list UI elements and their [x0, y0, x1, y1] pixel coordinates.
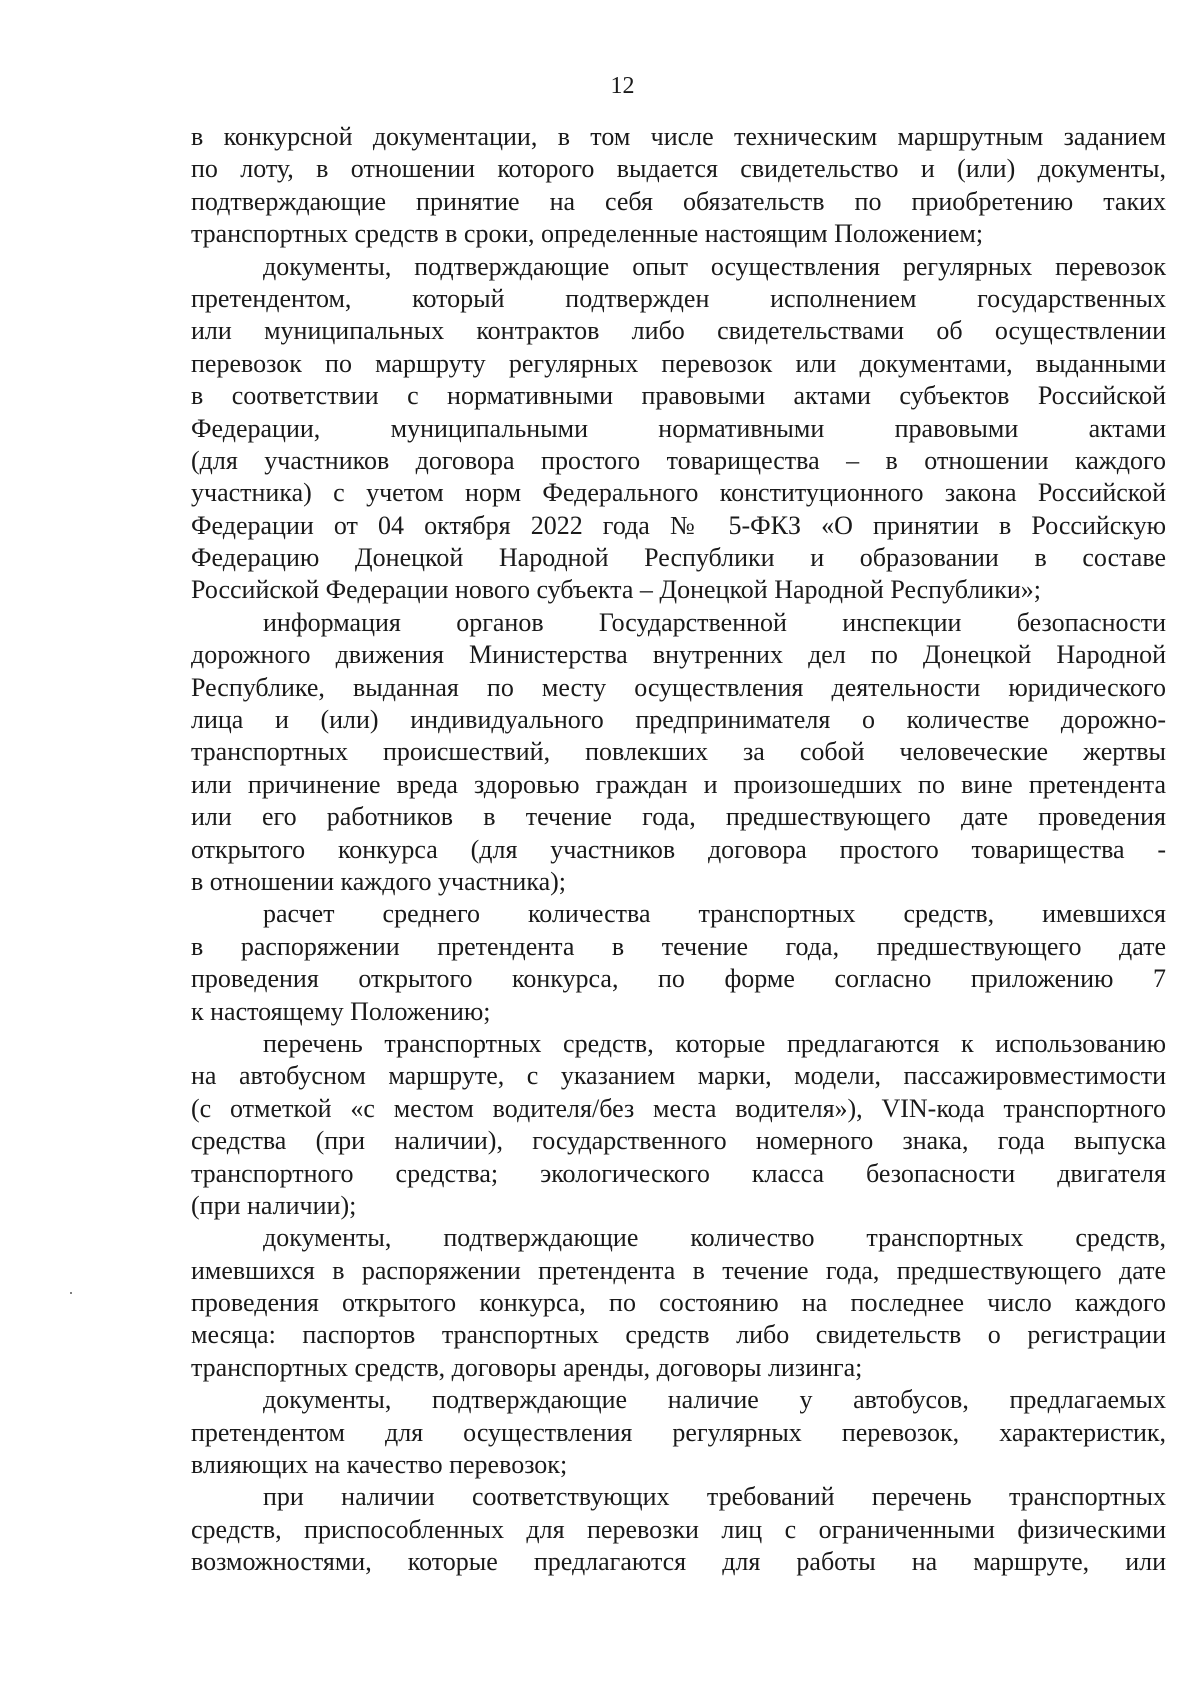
- text-line: месяца: паспортов транспортных средств либо свидетельств о регистрации: [191, 1320, 1166, 1350]
- paragraph: [191, 1222, 1166, 1384]
- text-line: претендентом для осуществления регулярных перевозок, характеристик,: [191, 1417, 1166, 1447]
- text-line: документы, подтверждающие количество транспортных средств,: [263, 1223, 1166, 1253]
- text-line: влияющих на качество перевозок;: [191, 1450, 568, 1480]
- document-body: [191, 121, 1166, 1579]
- text-line: или его работников в течение года, предшествующего дате проведения: [191, 802, 1166, 832]
- text-line: (при наличии);: [191, 1190, 357, 1220]
- paragraph: [191, 607, 1166, 899]
- text-line: перечень транспортных средств, которые предлагаются к использованию: [263, 1028, 1166, 1058]
- text-line: дорожного движения Министерства внутренних дел по Донецкой Народной: [191, 640, 1166, 670]
- text-line: транспортного средства; экологического класса безопасности двигателя: [191, 1158, 1166, 1188]
- text-line: в отношении каждого участника);: [191, 866, 567, 896]
- text-line: документы, подтверждающие опыт осуществления регулярных перевозок: [263, 251, 1166, 281]
- text-line: к настоящему Положению;: [191, 996, 491, 1026]
- text-line: претендентом, который подтвержден исполнением государственных: [191, 283, 1166, 313]
- paragraph: [191, 251, 1166, 607]
- text-line: или муниципальных контрактов либо свидетельствами об осуществлении: [191, 316, 1166, 346]
- text-line: в конкурсной документации, в том числе техническим маршрутным заданием: [191, 122, 1166, 151]
- text-line: транспортных происшествий, повлекших за собой человеческие жертвы: [191, 737, 1166, 767]
- paragraph: [191, 898, 1166, 1028]
- text-line: открытого конкурса (для участников договора простого товарищества -: [191, 834, 1166, 864]
- text-line: при наличии соответствующих требований перечень транспортных: [263, 1482, 1166, 1512]
- text-line: Республике, выданная по месту осуществления деятельности юридического: [191, 672, 1166, 702]
- text-line: транспортных средств, договоры аренды, договоры лизинга;: [191, 1352, 863, 1382]
- text-line: Российской Федерации нового субъекта – Донецкой Народной Республики»;: [191, 575, 1041, 605]
- text-line: средства (при наличии), государственного номерного знака, года выпуска: [191, 1126, 1166, 1156]
- text-line: имевшихся в распоряжении претендента в течение года, предшествующего дате: [191, 1255, 1166, 1285]
- text-line: средств, приспособленных для перевозки лиц с ограниченными физическими: [191, 1514, 1166, 1544]
- text-line: в распоряжении претендента в течение года, предшествующего дате: [191, 931, 1166, 961]
- text-line: подтверждающие принятие на себя обязательств по приобретению таких: [191, 186, 1166, 216]
- text-line: в соответствии с нормативными правовыми актами субъектов Российской: [191, 381, 1166, 411]
- text-line: транспортных средств в сроки, определенные настоящим Положением;: [191, 219, 984, 249]
- text-line: информация органов Государственной инспекции безопасности: [263, 607, 1166, 637]
- text-line: Федерации от 04 октября 2022 года № 5-ФКЗ «О принятии в Российскую: [191, 510, 1166, 540]
- paragraph: [191, 121, 1166, 251]
- paragraph: [191, 1028, 1166, 1222]
- text-line: участника) с учетом норм Федерального конституционного закона Российской: [191, 478, 1166, 508]
- text-line: перевозок по маршруту регулярных перевозок или документами, выданными: [191, 348, 1166, 378]
- text-line: (с отметкой «с местом водителя/без места водителя»), VIN-кода транспортного: [191, 1093, 1166, 1123]
- text-line: по лоту, в отношении которого выдается свидетельство и (или) документы,: [191, 154, 1166, 184]
- text-line: проведения открытого конкурса, по состоянию на последнее число каждого: [191, 1288, 1166, 1318]
- scan-speck: [70, 1292, 72, 1294]
- text-line: проведения открытого конкурса, по форме согласно приложению 7: [191, 964, 1166, 994]
- paragraph: [191, 1384, 1166, 1481]
- text-line: возможностями, которые предлагаются для работы на маршруте, или: [191, 1547, 1166, 1577]
- text-line: Федерацию Донецкой Народной Республики и образовании в составе: [191, 543, 1166, 573]
- text-line: Федерации, муниципальными нормативными правовыми актами: [191, 413, 1166, 443]
- text-line: документы, подтверждающие наличие у автобусов, предлагаемых: [263, 1385, 1166, 1415]
- text-line: расчет среднего количества транспортных средств, имевшихся: [263, 899, 1166, 929]
- text-line: (для участников договора простого товарищества – в отношении каждого: [191, 445, 1166, 475]
- paragraph: [191, 1481, 1166, 1578]
- text-line: или причинение вреда здоровью граждан и произошедших по вине претендента: [191, 769, 1166, 799]
- page-number: 12: [610, 73, 635, 99]
- text-line: лица и (или) индивидуального предпринимателя о количестве дорожно-: [191, 705, 1166, 735]
- text-line: на автобусном маршруте, с указанием марки, модели, пассажировместимости: [191, 1061, 1166, 1091]
